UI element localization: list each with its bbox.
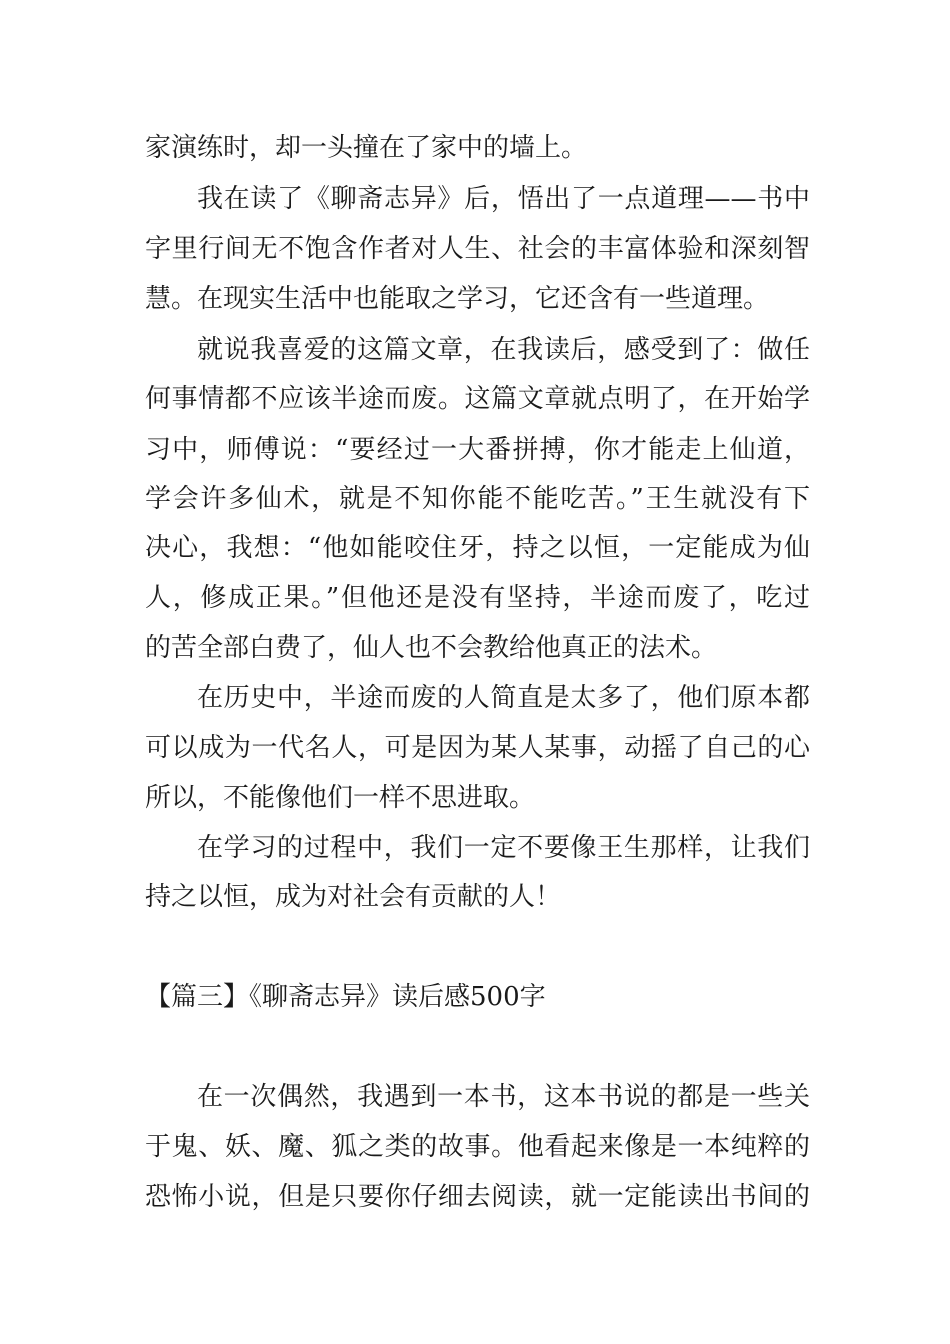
text-line: 人，修成正果。”但他还是没有坚持，半途而废了，吃过	[145, 583, 810, 613]
text-line: 学会许多仙术，就是不知你能不能吃苦。”王生就没有下	[145, 484, 810, 514]
text-line: 于鬼、妖、魔、狐之类的故事。他看起来像是一本纯粹的	[145, 1132, 810, 1162]
paragraph-first-line: 就说我喜爱的这篇文章，在我读后，感受到了：做任	[197, 335, 810, 365]
text-line: 的苦全部白费了，仙人也不会教给他真正的法术。	[145, 633, 718, 663]
text-line: 慧。在现实生活中也能取之学习，它还含有一些道理。	[145, 284, 770, 314]
paragraph-first-line: 在历史中，半途而废的人简直是太多了，他们原本都	[197, 683, 810, 713]
paragraph-first-line: 在一次偶然，我遇到一本书，这本书说的都是一些关	[197, 1082, 810, 1112]
paragraph-first-line: 我在读了《聊斋志异》后，悟出了一点道理——书中	[197, 184, 810, 214]
text-line: 恐怖小说，但是只要你仔细去阅读，就一定能读出书间的	[145, 1182, 810, 1212]
text-line: 字里行间无不饱含作者对人生、社会的丰富体验和深刻智	[145, 234, 810, 264]
text-line: 持之以恒，成为对社会有贡献的人！	[145, 882, 562, 912]
text-line: 决心，我想：“他如能咬住牙，持之以恒，一定能成为仙	[145, 533, 810, 563]
section-heading: 【篇三】《聊斋志异》读后感500字	[145, 982, 546, 1012]
text-line: 习中，师傅说：“要经过一大番拼搏，你才能走上仙道，	[145, 435, 810, 465]
paragraph-first-line: 在学习的过程中，我们一定不要像王生那样，让我们	[197, 833, 810, 863]
text-line: 可以成为一代名人，可是因为某人某事，动摇了自己的心	[145, 733, 810, 763]
text-line: 何事情都不应该半途而废。这篇文章就点明了，在开始学	[145, 384, 810, 414]
text-line: 家演练时，却一头撞在了家中的墙上。	[145, 133, 588, 163]
text-line: 所以，不能像他们一样不思进取。	[145, 783, 536, 813]
